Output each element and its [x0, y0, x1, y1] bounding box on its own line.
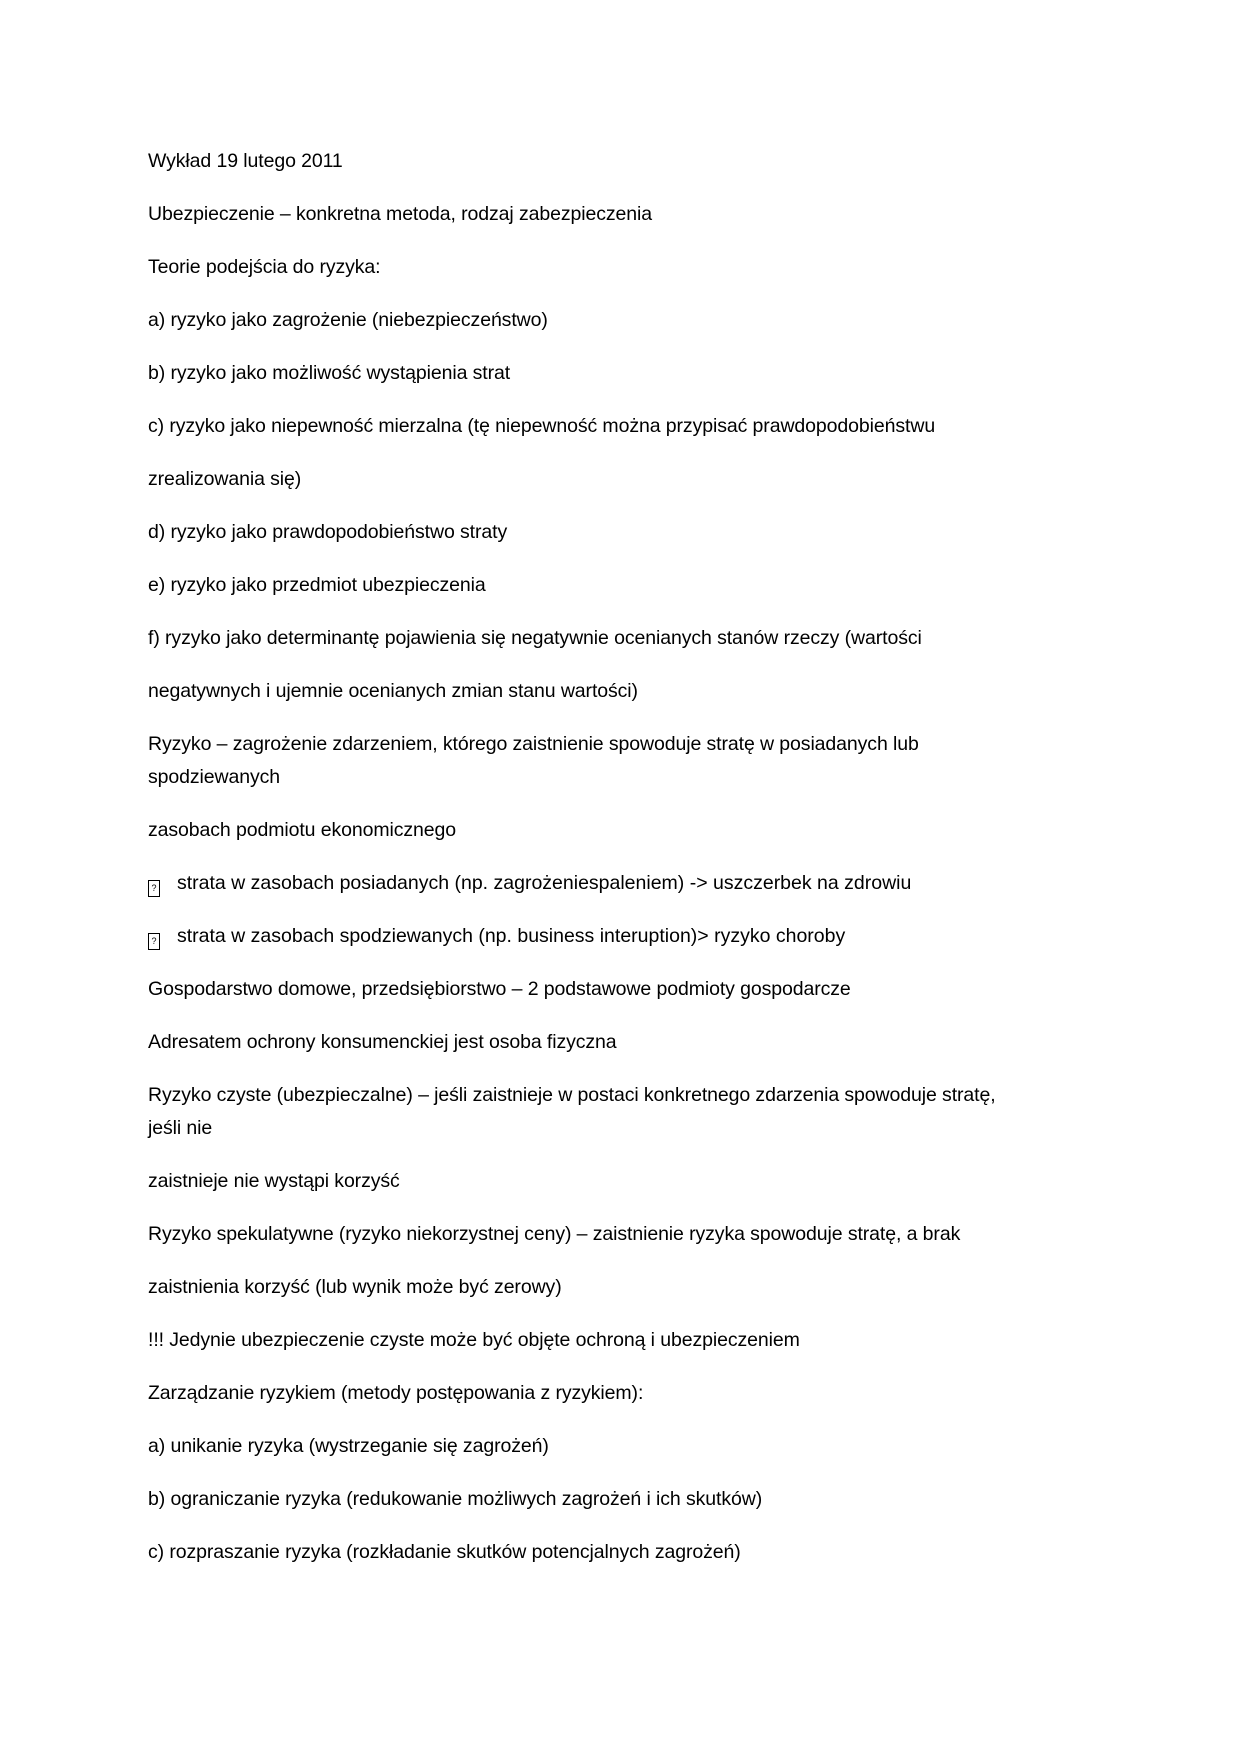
text-line: spodziewanych	[148, 766, 281, 788]
text-line: Zarządzanie ryzykiem (metody postępowania z ryzykiem):	[148, 1382, 644, 1404]
list-item: c) rozpraszanie ryzyka (rozkładanie skutków potencjalnych zagrożeń)	[148, 1541, 741, 1563]
bullet-item	[148, 924, 845, 950]
list-item: c) ryzyko jako niepewność mierzalna (tę niepewność można przypisać prawdopodobieństwu	[148, 415, 936, 437]
text-line: negatywnych i ujemnie ocenianych zmian stanu wartości)	[148, 680, 638, 702]
text-line: Ryzyko spekulatywne (ryzyko niekorzystnej ceny) – zaistnienie ryzyka spowoduje stratę, a brak	[148, 1223, 961, 1245]
text-line: Ubezpieczenie – konkretna metoda, rodzaj zabezpieczenia	[148, 203, 652, 225]
text-line: jeśli nie	[148, 1117, 213, 1139]
list-item: d) ryzyko jako prawdopodobieństwo straty	[148, 521, 508, 543]
list-item: f) ryzyko jako determinantę pojawienia się negatywnie ocenianych stanów rzeczy (wartości	[148, 627, 922, 649]
bullet-text: strata w zasobach spodziewanych (np. business interuption)> ryzyko choroby	[177, 925, 846, 947]
list-item: a) ryzyko jako zagrożenie (niebezpieczeństwo)	[148, 309, 548, 331]
bullet-item	[148, 871, 911, 897]
list-item: a) unikanie ryzyka (wystrzeganie się zagrożeń)	[148, 1435, 549, 1457]
list-item: b) ograniczanie ryzyka (redukowanie możliwych zagrożeń i ich skutków)	[148, 1488, 763, 1510]
heading-line: Wykład 19 lutego 2011	[148, 150, 343, 172]
text-line: zaistnieje nie wystąpi korzyść	[148, 1170, 400, 1192]
bullet-placeholder-icon: ?	[148, 933, 160, 950]
text-line: Ryzyko – zagrożenie zdarzeniem, którego zaistnienie spowoduje stratę w posiadanych lub	[148, 733, 919, 755]
text-line: Teorie podejścia do ryzyka:	[148, 256, 381, 278]
text-line: Adresatem ochrony konsumenckiej jest osoba fizyczna	[148, 1031, 617, 1053]
text-line: zrealizowania się)	[148, 468, 302, 490]
text-line: zaistnienia korzyść (lub wynik może być zerowy)	[148, 1276, 562, 1298]
bullet-text: strata w zasobach posiadanych (np. zagrożeniespaleniem) -> uszczerbek na zdrowiu	[177, 872, 912, 894]
bullet-placeholder-icon: ?	[148, 880, 160, 897]
list-item: e) ryzyko jako przedmiot ubezpieczenia	[148, 574, 486, 596]
text-line: !!! Jedynie ubezpieczenie czyste może być objęte ochroną i ubezpieczeniem	[148, 1329, 800, 1351]
list-item: b) ryzyko jako możliwość wystąpienia strat	[148, 362, 511, 384]
text-line: Gospodarstwo domowe, przedsiębiorstwo – 2 podstawowe podmioty gospodarcze	[148, 978, 851, 1000]
text-line: zasobach podmiotu ekonomicznego	[148, 819, 457, 841]
text-line: Ryzyko czyste (ubezpieczalne) – jeśli zaistnieje w postaci konkretnego zdarzenia spowoduje stratę,	[148, 1084, 996, 1106]
